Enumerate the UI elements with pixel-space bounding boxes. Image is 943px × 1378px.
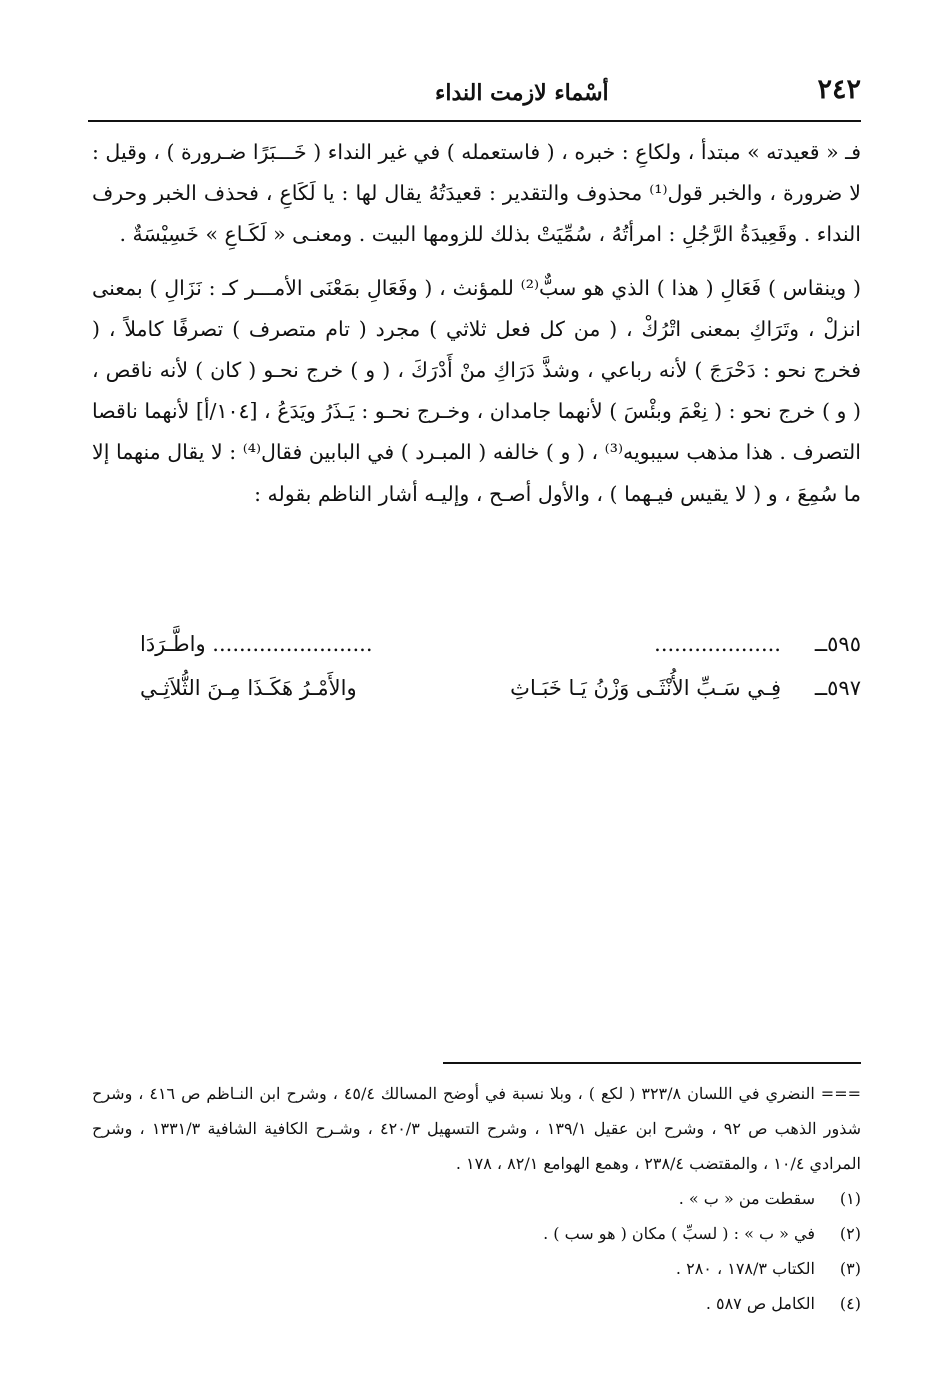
footnote (92, 1216, 861, 1251)
footnote (92, 1251, 861, 1286)
footnote-text: في « ب » : ( لسبِّ ) مكان ( هو سب ) . (543, 1224, 815, 1243)
footnote-number: (٣) (839, 1259, 861, 1278)
footnote (92, 1181, 861, 1216)
page-number: ٢٤٢ (817, 74, 861, 105)
verse-number: ٥٩٥ــ (814, 632, 861, 656)
footnote-rule (443, 1062, 861, 1064)
footnote-number: (٤) (839, 1294, 861, 1313)
verse-block (140, 622, 861, 710)
verse-line (140, 622, 861, 666)
footnote-text: الكامل ص ٥٨٧ . (705, 1294, 815, 1313)
verse-first-hemistich: فِـي سَـبِّ الأُنْثَـى وَزْنُ يَـا خَبَـاثِ (510, 676, 781, 700)
verse-second-hemistich: والأَمْـرُ هَكَـذَا مِـنَ الثُّلاَثِـي (140, 676, 357, 700)
footnote (92, 1286, 861, 1321)
paragraph: ( وينقاس ) فَعَالِ ( هذا ) الذي هو سبٌّ⁽²⁾ للمؤنث ، ( وفَعَالِ بمَعْنَى الأمـــر كـ : نَزَالِ ) بمعنى انزلْ ، وتَرَاكِ بمعنى اتْرُكْ ، ( من كل فعل ثلاثي ) مجرد ( تام متصرف ) تصرفًا كاملاً ، ( فخرج نحو : دَحْرَجَ ) لأنه رباعي ، وشذَّ دَرَاكِ منْ أَدْرَكَ ، ( و ) خرج نحـو ( كان ) لأنه ناقص ، ( و ) خرج نحو : ( نِعْمَ وبئْسَ ) لأنهما جامدان ، وخـرج نحـو : يَـذَرُ ويَدَعُ ، [١٠٤/أ] لأنهما ناقصا التصرف . هذا مذهب سيبويه⁽³⁾ ، ( و ) خالفه ( المبـرد ) في البابين فقال⁽⁴⁾ : لا يقال منهما إلا ما سُمِعَ ، و ( لا يقيس فيـهما ) ، والأول أصـح ، وإليـه أشار الناظم بقوله : (92, 275, 861, 506)
verse-number: ٥٩٧ــ (814, 676, 861, 700)
page-header (95, 72, 861, 116)
footnote-number: (١) (839, 1189, 861, 1208)
footnote-continuation: === النضري في اللسان ٣٢٣/٨ ( لكع ) ، وبلا نسبة في أوضح المسالك ٤٥/٤ ، وشرح ابن النـاظم ص ٤١٦ ، وشرح شذور الذهب ص ٩٢ ، وشرح ابن عقيل ١٣٩/١ ، وشرح التسهيل ٤٢٠/٣ ، وشـرح الكافية الشافية ١٣٣١/٣ ، وشرح المرادي ١٠/٤ ، والمقتضب ٢٣٨/٤ ، وهمع الهوامع ٨٢/١ ، ١٧٨ . (92, 1084, 862, 1173)
footnote-text: سقطت من « ب » . (678, 1189, 815, 1208)
running-title: أسْماء لازمت النداء (435, 80, 609, 106)
verse-line (140, 666, 861, 710)
footnote-number: (٢) (839, 1224, 861, 1243)
paragraph: فـ « قعيدته » مبتدأ ، ولكاعِ : خبره ، ( فاستعمله ) في غير النداء ( خَـــبَرًا ضـرورة ) ، وقيل : لا ضرورة ، والخبر قول⁽¹⁾ محذوف والتقدير : قعيدَتُهُ يقال لها : يا لَكَاعِ ، فحذف الخبر وحرف النداء . وقَعِيدَةُ الرَّجُلِ : امرأتُهُ ، سُمِّيَتْ بذلك للزومها البيت . ومعنـى « لَكَـاعِ » خَسِيْسَةٌ . (92, 140, 861, 247)
header-rule (88, 120, 861, 122)
footnotes (92, 1076, 861, 1321)
verse-second-hemistich: ........................ واطَّـرَدَا (140, 632, 373, 656)
verse-first-hemistich: ................... (654, 632, 781, 656)
main-text (92, 132, 861, 515)
footnote-text: الكتاب ١٧٨/٣ ، ٢٨٠ . (675, 1259, 815, 1278)
